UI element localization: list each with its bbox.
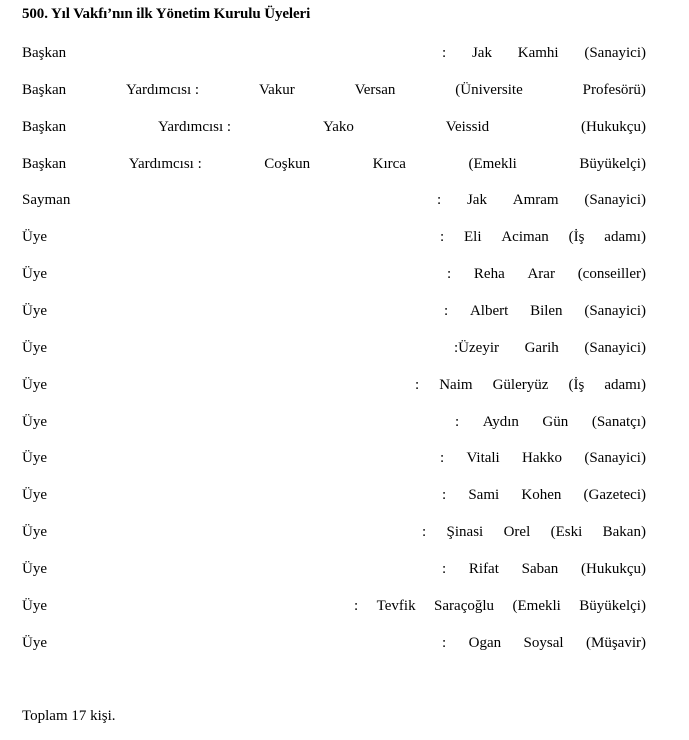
member-row bbox=[22, 41, 646, 65]
member-role: Üye bbox=[22, 524, 47, 541]
member-word: : bbox=[442, 45, 447, 61]
document-title: 500. Yıl Vakfı’nın ilk Yönetim Kurulu Üyeleri bbox=[22, 6, 311, 22]
member-word: Büyükelçi) bbox=[579, 155, 646, 172]
member-detail bbox=[440, 446, 646, 470]
member-word: Reha bbox=[473, 266, 505, 283]
member-word: Yardımcısı : bbox=[128, 155, 202, 172]
member-detail bbox=[442, 41, 646, 65]
member-detail bbox=[422, 520, 646, 544]
member-word: (Sanayici) bbox=[584, 45, 646, 61]
member-word: Vitali bbox=[466, 450, 500, 467]
member-row bbox=[22, 520, 646, 544]
member-word: : bbox=[437, 192, 442, 209]
member-word: Güleryüz bbox=[492, 376, 549, 393]
member-detail bbox=[437, 188, 646, 212]
member-role: Başkan bbox=[22, 45, 67, 61]
member-row bbox=[22, 115, 646, 139]
member-word: : bbox=[455, 413, 460, 430]
member-role: Başkan bbox=[22, 118, 67, 135]
member-word: Sami bbox=[468, 487, 500, 504]
member-detail bbox=[455, 410, 646, 434]
member-word: Jak bbox=[471, 45, 492, 61]
member-word: :Üzeyir bbox=[454, 339, 499, 356]
member-role: Üye bbox=[22, 302, 47, 319]
member-word: Tevfik bbox=[376, 597, 416, 614]
member-word: Yardımcısı : bbox=[126, 81, 200, 98]
member-word: (Hukukçu) bbox=[580, 118, 646, 135]
member-detail bbox=[442, 557, 646, 581]
member-role: Üye bbox=[22, 413, 47, 430]
member-word: Saban bbox=[521, 560, 559, 577]
member-row bbox=[22, 557, 646, 581]
member-word: (İş bbox=[568, 376, 585, 393]
member-row bbox=[22, 188, 646, 212]
member-word: Coşkun bbox=[264, 155, 311, 172]
member-word: Naim bbox=[439, 376, 473, 393]
member-word: : bbox=[442, 487, 447, 504]
member-word: Bakan) bbox=[602, 524, 646, 541]
member-role: Üye bbox=[22, 339, 47, 356]
member-word: Ogan bbox=[468, 634, 502, 651]
member-role: Üye bbox=[22, 376, 47, 393]
member-word: : bbox=[440, 229, 445, 246]
member-word: adamı) bbox=[604, 229, 646, 246]
member-row bbox=[22, 410, 646, 434]
member-role: Üye bbox=[22, 487, 47, 504]
member-word: Profesörü) bbox=[582, 81, 646, 98]
member-word: Kohen bbox=[521, 487, 562, 504]
member-word: Büyükelçi) bbox=[579, 597, 646, 614]
member-word: (Gazeteci) bbox=[583, 487, 646, 504]
member-word: : bbox=[415, 376, 420, 393]
member-word: (Sanatçı) bbox=[591, 413, 646, 430]
member-detail bbox=[442, 631, 646, 655]
member-word: Veissid bbox=[445, 118, 490, 135]
member-role: Üye bbox=[22, 266, 47, 283]
member-word: (Emekli bbox=[512, 597, 561, 614]
member-detail bbox=[440, 225, 646, 249]
member-word: Aydın bbox=[482, 413, 519, 430]
member-word: : bbox=[442, 634, 447, 651]
member-word: Vakur bbox=[258, 81, 295, 98]
member-row bbox=[22, 631, 646, 655]
member-word: (Eski bbox=[550, 524, 583, 541]
member-word: Bilen bbox=[530, 302, 563, 319]
member-role: Üye bbox=[22, 597, 47, 614]
member-row bbox=[22, 262, 646, 286]
member-word: : bbox=[440, 450, 445, 467]
member-role: Sayman bbox=[22, 192, 71, 209]
member-role: Üye bbox=[22, 560, 47, 577]
member-word: (Müşavir) bbox=[586, 634, 646, 651]
member-word: Arar bbox=[527, 266, 555, 283]
member-word: Gün bbox=[542, 413, 569, 430]
member-word: (conseiller) bbox=[577, 266, 646, 283]
member-word: (Sanayici) bbox=[584, 450, 646, 467]
member-word: (Emekli bbox=[468, 155, 517, 172]
member-word: Orel bbox=[503, 524, 531, 541]
member-row bbox=[22, 152, 646, 176]
member-word: : bbox=[442, 560, 447, 577]
member-row bbox=[22, 446, 646, 470]
member-word: : bbox=[444, 302, 449, 319]
member-word: Jak bbox=[466, 192, 487, 209]
member-detail bbox=[415, 373, 646, 397]
member-row bbox=[22, 299, 646, 323]
member-word: Kırca bbox=[372, 155, 406, 172]
member-word: (Sanayici) bbox=[584, 302, 646, 319]
member-word: : bbox=[354, 597, 359, 614]
member-row bbox=[22, 483, 646, 507]
member-word: (Üniversite bbox=[455, 81, 523, 98]
member-word: Saraçoğlu bbox=[434, 597, 495, 614]
member-word: (İş bbox=[568, 229, 585, 246]
total-count-text: Toplam 17 kişi. bbox=[22, 708, 116, 724]
member-row bbox=[22, 373, 646, 397]
member-word: : bbox=[422, 524, 427, 541]
member-row bbox=[22, 78, 646, 102]
member-word: Versan bbox=[354, 81, 396, 98]
member-word: adamı) bbox=[604, 376, 646, 393]
member-role: Başkan bbox=[22, 81, 67, 98]
member-word: (Sanayici) bbox=[584, 339, 646, 356]
member-word: Rifat bbox=[468, 560, 499, 577]
member-detail bbox=[442, 483, 646, 507]
member-word: Albert bbox=[469, 302, 509, 319]
member-detail bbox=[354, 594, 646, 618]
member-word: (Sanayici) bbox=[584, 192, 646, 209]
member-word: Amram bbox=[512, 192, 559, 209]
member-word: Kamhi bbox=[517, 45, 559, 61]
member-role: Üye bbox=[22, 634, 47, 651]
member-word: Yardımcısı : bbox=[158, 118, 232, 135]
member-word: Eli bbox=[464, 229, 482, 246]
member-word: Yako bbox=[322, 118, 354, 135]
member-row bbox=[22, 225, 646, 249]
member-role: Başkan bbox=[22, 155, 67, 172]
member-word: Garih bbox=[524, 339, 559, 356]
member-role: Üye bbox=[22, 450, 47, 467]
member-word: Aciman bbox=[501, 229, 549, 246]
member-row bbox=[22, 594, 646, 618]
member-detail bbox=[454, 336, 646, 360]
member-word: Soysal bbox=[523, 634, 564, 651]
member-word: (Hukukçu) bbox=[581, 560, 646, 577]
member-detail bbox=[444, 299, 646, 323]
member-detail bbox=[447, 262, 646, 286]
member-word: Hakko bbox=[522, 450, 563, 467]
member-role: Üye bbox=[22, 229, 47, 246]
member-word: Şinasi bbox=[446, 524, 484, 541]
member-row bbox=[22, 336, 646, 360]
member-word: : bbox=[447, 266, 452, 283]
